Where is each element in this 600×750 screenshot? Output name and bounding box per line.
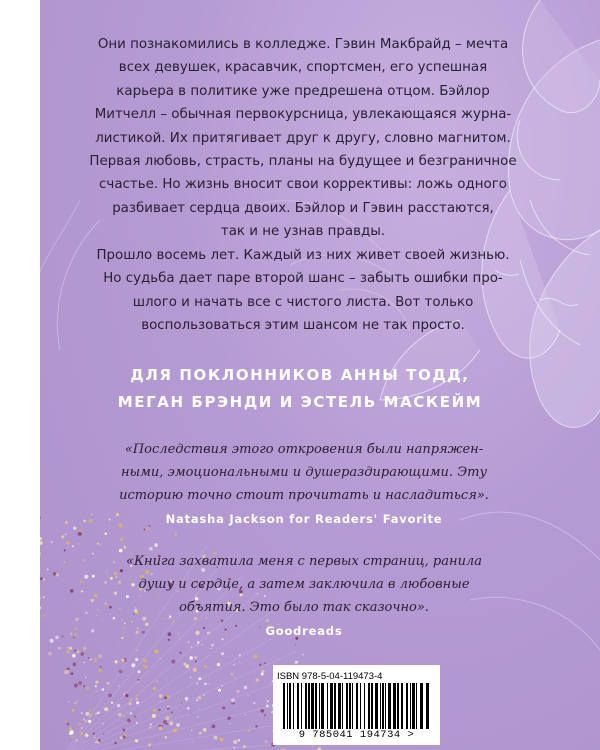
description-line: Но судьба дает паре второй шанс – забыть ошибки про- [103,271,503,287]
description-line: Митчелл – обычная первокурсница, увлекающаяся журна- [94,107,512,123]
review-quote-2 [80,550,528,643]
review-quote-1 [80,438,528,531]
isbn-barcode [273,665,440,745]
isbn-label: ISBN 978-5-04-119473-4 [277,671,383,682]
recommendation-line: ДЛЯ ПОКЛОННИКОВ АННЫ ТОДД, [130,366,470,384]
description-line: счастье. Но жизнь вносит свои коррективы: ложь одного [99,177,507,193]
recommendation-heading [80,362,520,416]
barcode-digits: 9 785041 194734 > [298,729,415,741]
description-line: воспользоваться этим шансом не так просто. [141,318,465,334]
review-line: «Книга захватила меня с первых страниц, ранила [126,554,482,569]
description-paragraph-2 [88,244,518,338]
review-line: историю точно стоит прочитать и насладиться». [119,488,489,503]
review-source: Natasha Jackson for Readers' Favorite [165,512,443,526]
review-line: ными, эмоциональными и душераздирающими. Эту [120,465,488,480]
back-cover [40,0,600,750]
barcode-bars [283,683,430,729]
description-line: всех девушек, красавчик, спортсмен, его успешная [118,60,488,76]
description-line: листикой. Их притягивает друг к другу, словно магнитом. [95,130,511,146]
description-line: Прошло восемь лет. Каждый из них живет своей жизнью. [96,248,510,263]
review-line: душу и сердце, а затем заключила в любовные [138,577,470,592]
description-line: разбивает сердца двоих. Бэйлор и Гэвин расстаются, [112,200,494,216]
description-line: Они познакомились в колледже. Гэвин Макбрайд – мечта [97,37,509,52]
description-line: Первая любовь, страсть, планы на будущее и безграничное [89,154,517,170]
description-line: так и не узнав правды. [220,224,386,240]
review-line: объятия. Это было так сказочно». [179,600,429,615]
recommendation-line: МЕГАН БРЭНДИ И ЭСТЕЛЬ МАСКЕЙМ [117,393,483,411]
description-line: шлого и начать все с чистого листа. Вот только [132,294,474,310]
review-source: Goodreads [265,624,343,638]
description-line: карьера в политике уже предрешена отцом. Бэйлор [116,83,490,99]
review-line: «Последствия этого откровения были напряжен- [124,442,484,457]
description-paragraph-1 [88,33,518,244]
